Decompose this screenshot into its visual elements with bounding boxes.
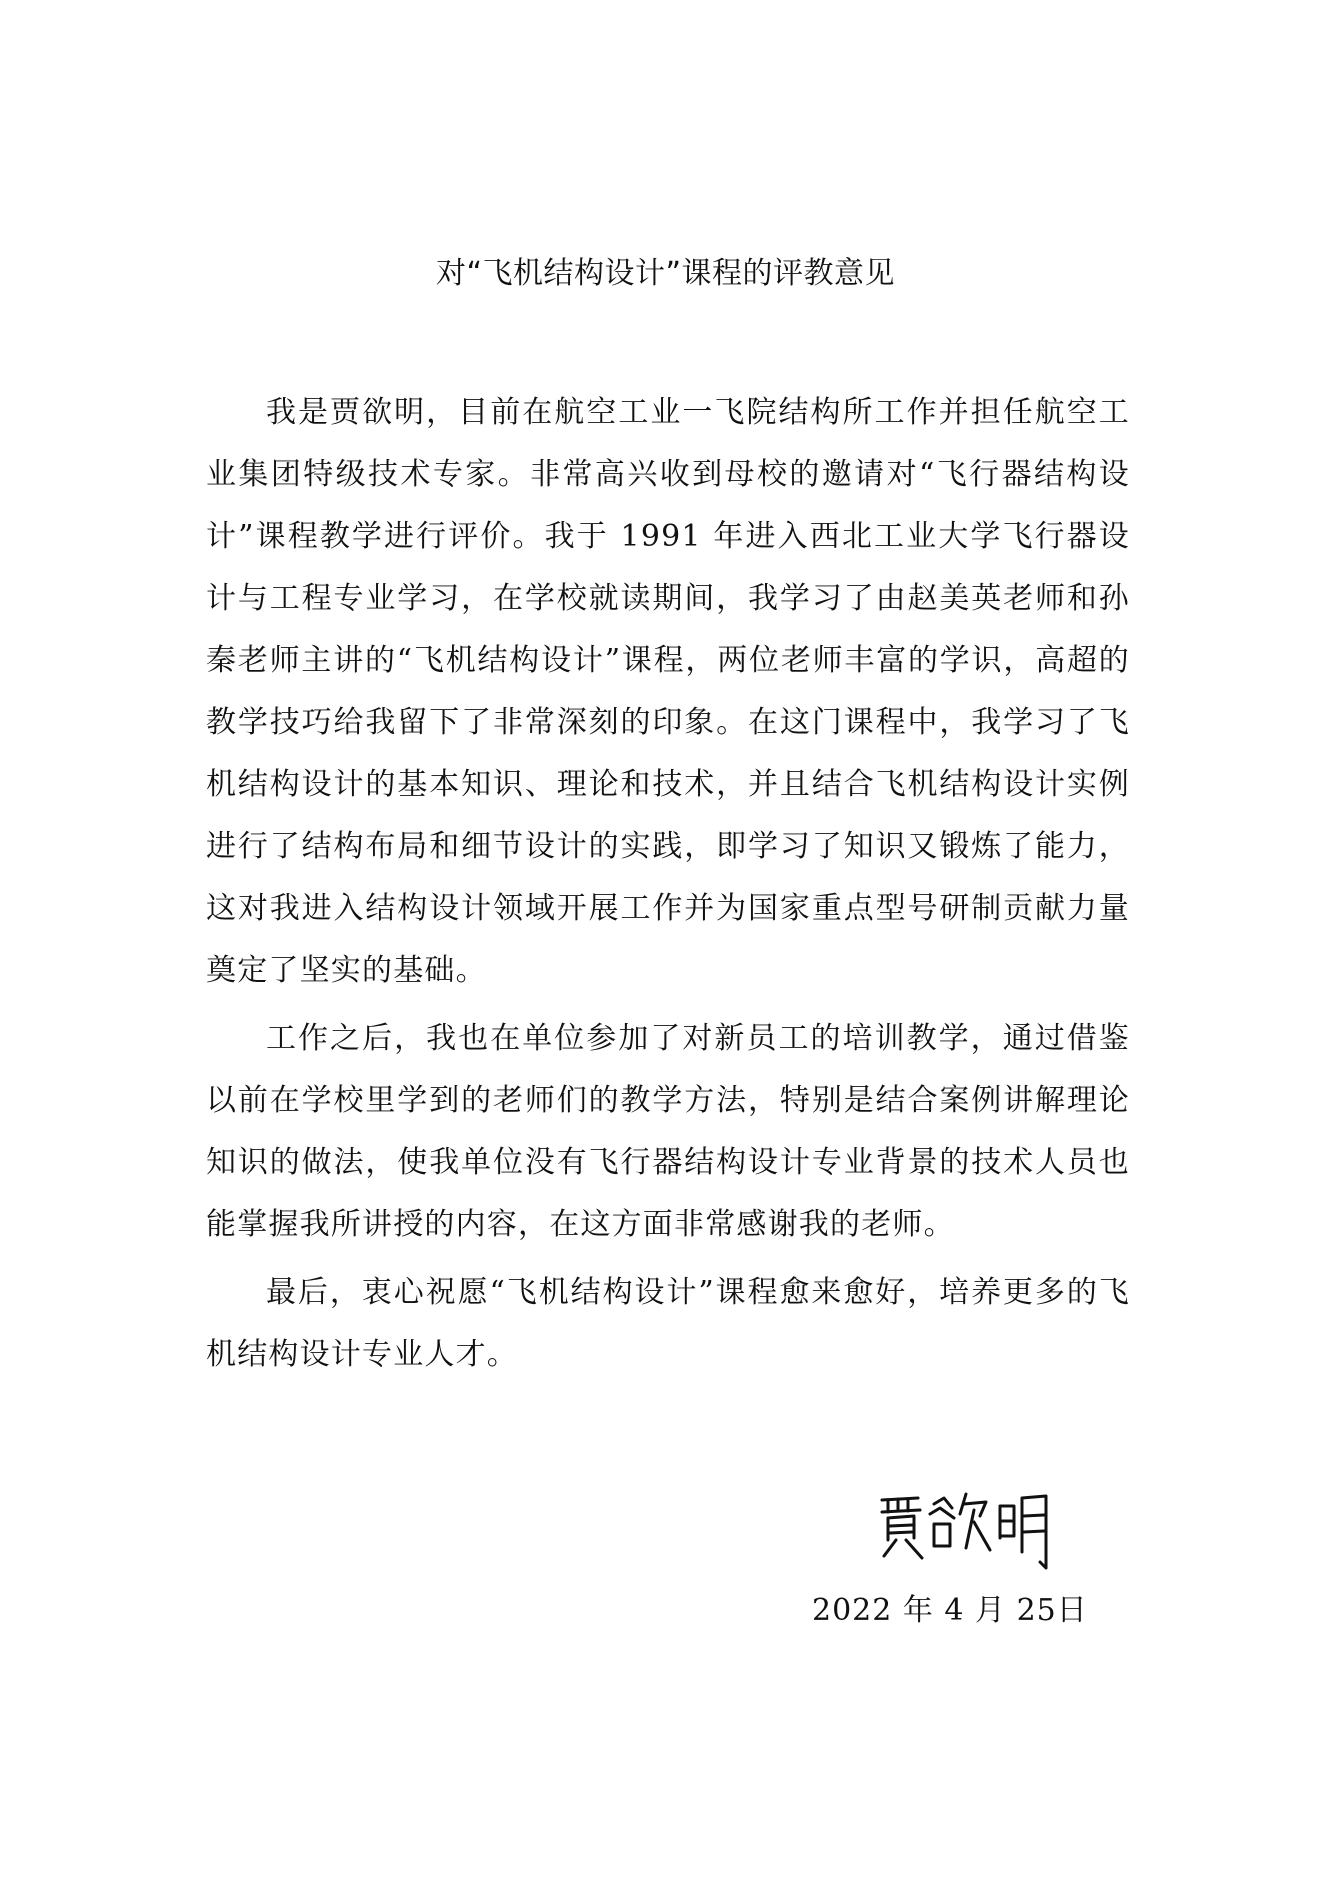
letter-body (206, 382, 1130, 1392)
paragraph-introduction: 我是贾欲明，目前在航空工业一飞院结构所工作并担任航空工业集团特级技术专家。非常高兴收到母校的邀请对“飞行器结构设计”课程教学进行评价。我于 1991 年进入西北工业大学飞行器设计与工程专业学习，在学校就读期间，我学习了由赵美英老师和孙秦老师主讲的“飞机结构设计”课程，两位老师丰富的学识，高超的教学技巧给我留下了非常深刻的印象。在这门课程中，我学习了飞机结构设计的基本知识、理论和技术，并且结合飞机结构设计实例进行了结构布局和细节设计的实践，即学习了知识又锻炼了能力，这对我进入结构设计领域开展工作并为国家重点型号研制贡献力量奠定了坚实的基础。 (206, 395, 1130, 988)
paragraph-work-experience: 工作之后，我也在单位参加了对新员工的培训教学，通过借鉴以前在学校里学到的老师们的教学方法，特别是结合案例讲解理论知识的做法，使我单位没有飞行器结构设计专业背景的技术人员也能掌握我所讲授的内容，在这方面非常感谢我的老师。 (206, 1021, 1130, 1242)
signature-date: 2022 年 4 月 25日 (812, 1593, 1088, 1628)
document-title: 对“飞机结构设计”课程的评教意见 (435, 256, 896, 291)
handwritten-signature (868, 1478, 1068, 1578)
paragraph-closing: 最后，衷心祝愿“飞机结构设计”课程愈来愈好，培养更多的飞机结构设计专业人才。 (206, 1275, 1130, 1372)
